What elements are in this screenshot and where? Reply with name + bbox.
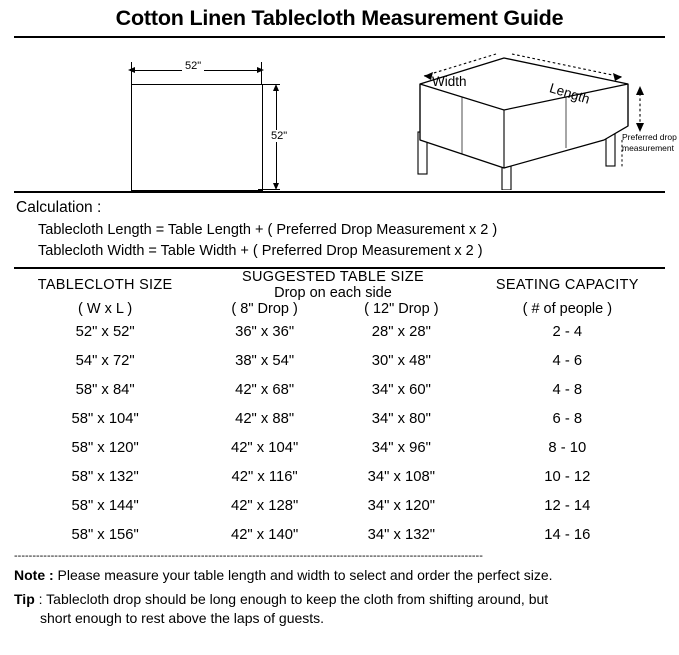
tip-block: [14, 585, 665, 628]
table-row: [14, 404, 665, 433]
cell-drop12: 34" x 60": [371, 381, 431, 398]
table-header-row-units: [14, 301, 665, 317]
calculation-length-formula: Tablecloth Length = Table Length + ( Preferred Drop Measurement x 2 ): [38, 222, 498, 238]
cell-drop8: 42" x 68": [235, 381, 295, 398]
cell-drop12: 34" x 132": [367, 526, 435, 543]
table-row: [14, 462, 665, 491]
cell-size: 58" x 132": [71, 468, 139, 485]
diagram-section: [14, 38, 677, 190]
cell-drop8: 36" x 36": [235, 323, 295, 340]
cell-size: 58" x 120": [71, 439, 139, 456]
size-table: [14, 269, 665, 549]
cell-size: 58" x 144": [71, 497, 139, 514]
cell-size: 58" x 84": [75, 381, 135, 398]
dimension-tick-left: [131, 62, 132, 84]
cell-seats: 12 - 14: [544, 497, 591, 514]
cell-drop12: 30" x 48": [371, 352, 431, 369]
tip-text: : Tablecloth drop should be long enough to keep the cloth from shifting around, but: [34, 591, 549, 607]
draped-table-illustration: [384, 44, 679, 190]
header-drop-on-each-side: Drop on each side: [274, 285, 392, 301]
cell-size: 52" x 52": [75, 323, 135, 340]
cell-drop8: 42" x 88": [235, 410, 295, 427]
tip-line-2: short enough to rest above the laps of guests.: [40, 610, 325, 626]
cell-seats: 2 - 4: [552, 323, 583, 340]
note-text: Please measure your table length and width to select and order the perfect size.: [53, 567, 553, 583]
cell-drop8: 42" x 116": [231, 468, 298, 485]
header-tablecloth-size: TABLECLOTH SIZE: [37, 277, 173, 293]
header-unit-12-drop: ( 12" Drop ): [364, 301, 439, 317]
draped-table-diagram: [384, 44, 679, 190]
table-row: [14, 520, 665, 549]
calculation-section: [14, 193, 665, 266]
table-row: [14, 433, 665, 462]
diagram-drop-label: Preferred drop measurement: [622, 132, 677, 153]
table-header-row-main: [14, 269, 665, 285]
square-height-label: 52": [268, 130, 290, 142]
calculation-heading: Calculation :: [16, 199, 102, 216]
header-unit-8-drop: ( 8" Drop ): [231, 301, 298, 317]
cell-drop8: 42" x 128": [230, 497, 299, 514]
diagram-width-label: Width: [432, 74, 467, 89]
table-row: [14, 317, 665, 346]
cell-seats: 14 - 16: [544, 526, 591, 543]
tip-label: Tip: [14, 591, 35, 607]
cell-drop12: 34" x 120": [367, 497, 435, 514]
cell-size: 58" x 104": [71, 410, 139, 427]
cell-seats: 6 - 8: [552, 410, 583, 427]
cell-drop12: 34" x 80": [371, 410, 431, 427]
table-row: [14, 375, 665, 404]
cell-seats: 8 - 10: [548, 439, 587, 456]
table-body: [14, 317, 665, 549]
page-title: Cotton Linen Tablecloth Measurement Guide: [115, 6, 564, 30]
square-width-label: 52": [182, 60, 204, 72]
header-seating-capacity: SEATING CAPACITY: [495, 277, 639, 293]
cell-size: 58" x 156": [71, 526, 139, 543]
header-unit-wl: ( W x L ): [78, 301, 133, 317]
header-suggested-table-size: SUGGESTED TABLE SIZE: [242, 269, 424, 285]
cell-drop12: 34" x 96": [371, 439, 431, 456]
dimension-tick-right: [261, 62, 262, 84]
cell-drop8: 42" x 140": [230, 526, 299, 543]
tip-line-1: [14, 590, 665, 609]
cell-size: 54" x 72": [75, 352, 135, 369]
footer-divider: --------------------------------------------------------------------------------------------------------------------------------: [14, 550, 483, 562]
cell-drop8: 38" x 54": [235, 352, 295, 369]
square-table-diagram: [118, 56, 328, 186]
note-line: [14, 563, 665, 585]
cell-seats: 4 - 6: [552, 352, 583, 369]
header-unit-people: ( # of people ): [522, 301, 613, 317]
diagram-length-label: Length: [547, 80, 592, 107]
table-row: [14, 491, 665, 520]
cell-drop12: 34" x 108": [367, 468, 435, 485]
cell-seats: 4 - 8: [552, 381, 583, 398]
cell-drop12: 28" x 28": [371, 323, 431, 340]
cell-drop8: 42" x 104": [230, 439, 299, 456]
calculation-width-formula: Tablecloth Width = Table Width + ( Preferred Drop Measurement x 2 ): [38, 243, 483, 259]
note-label: Note :: [14, 567, 54, 583]
cell-seats: 10 - 12: [544, 468, 591, 485]
table-row: [14, 346, 665, 375]
square-table-shape: [131, 84, 263, 191]
